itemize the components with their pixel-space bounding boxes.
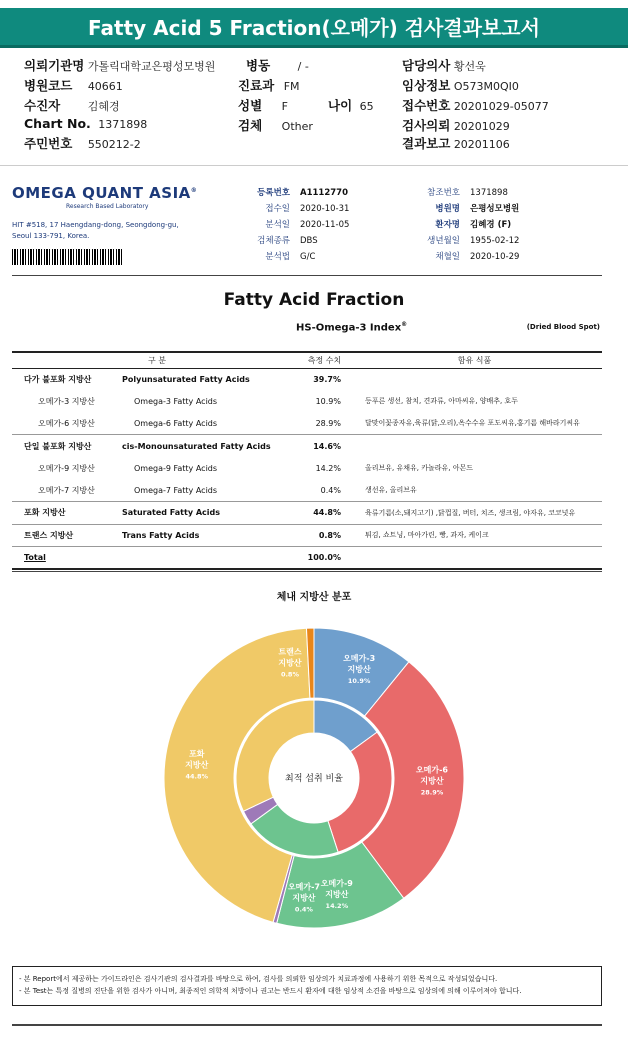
table-row: 포화 지방산 Saturated Fatty Acids 44.8% 육류기름(소,돼지고기) ,닭껍질, 버터, 치즈, 생크림, 야자유, 코코넛유 (12, 502, 602, 524)
header-clinical-info: 임상정보 O573M0QI0 (402, 78, 519, 93)
header-specimen: 검체 Other (238, 118, 313, 133)
disclaimer-notes (12, 966, 602, 1006)
sample-type: (Dried Blood Spot) (526, 323, 600, 331)
header-report-date: 결과보고 20201106 (402, 136, 510, 151)
section-subtitle: HS-Omega-3 Index® (296, 321, 408, 334)
table-row: 오메가-6 지방산 Omega-6 Fatty Acids 28.9% 달맞이꽃종자유,육류(닭,오리),옥수수유 포도씨유,홍기름 해바라기씨유 (38, 418, 580, 428)
table-row: 오메가-9 지방산 Omega-9 Fatty Acids 14.2% 올리브유, 유채유, 카놀라유, 아몬드 (38, 463, 474, 473)
slice-label: 오메가-3 (343, 653, 376, 663)
slice-label: 포화 (189, 749, 205, 759)
slice-label: 10.9% (347, 676, 371, 685)
header-divider (0, 165, 628, 166)
meta-left: 등록번호 A1112770 접수일 2020-10-31 분석일 2020-11-05 검체종류 DBS 분석법 G/C (257, 188, 350, 262)
header-request-date: 검사의뢰 20201029 (402, 118, 510, 133)
lab-logo: OMEGA QUANT ASIA® Research Based Laboratory (12, 184, 198, 210)
slice-label: 지방산 (325, 889, 349, 899)
slice-label: 44.8% (185, 772, 209, 781)
barcode (12, 249, 124, 265)
slice-label: 지방산 (292, 893, 316, 903)
header-chart-no: Chart No. 1371898 (24, 116, 148, 131)
header-department: 진료과 FM (238, 78, 300, 93)
chart-title: 체내 지방산 분포 (276, 592, 352, 603)
meta-right: 참조번호 1371898 병원명 은평성모병원 환자명 김혜경 (F) 생년월일 1955-02-12 채혈일 2020-10-29 (427, 188, 520, 262)
col-value: 측정 수치 (302, 352, 347, 368)
header-ward: 병동 / - (246, 58, 309, 73)
header-patient: 수진자 김혜경 (24, 98, 120, 113)
report-title: Fatty Acid 5 Fraction(오메가) 검사결과보고서 (0, 8, 628, 48)
header-receipt-no: 접수번호 20201029-05077 (402, 98, 549, 113)
slice-label: 0.8% (280, 670, 299, 679)
section-title: Fatty Acid Fraction (223, 290, 405, 310)
col-category: 구 분 (12, 352, 302, 368)
header-age: 나이 65 (328, 98, 374, 113)
header-sex: 성별 F (238, 98, 288, 113)
note-line: - 본 Report에서 제공하는 가이드라인은 검사기관의 검사결과를 바탕으로 하여, 검사를 의뢰한 임상의가 치료과정에 사용하기 위한 목적으로 작성되었습니다. (19, 975, 498, 983)
table-row: 오메가-7 지방산 Omega-7 Fatty Acids 0.4% 생선유, 올리브유 (38, 485, 417, 495)
footer-divider (12, 1024, 602, 1026)
lab-divider (12, 275, 602, 276)
slice-label: 오메가-7 (287, 882, 320, 892)
header-doctor: 담당의사 황선욱 (402, 58, 486, 73)
center-label: 최적 섭취 비율 (285, 774, 343, 784)
slice-label: 14.2% (325, 901, 349, 910)
slice-label: 0.4% (294, 905, 313, 914)
note-line: - 본 Test는 특정 질병의 진단을 위한 검사가 아니며, 최종적인 의학적 처방이나 권고는 반드시 환자에 대한 임상적 소견을 바탕으로 임상의에 의해 이루어져야 합니다. (19, 987, 522, 995)
table-row: 트랜스 지방산 Trans Fatty Acids 0.8% 튀김, 쇼트닝, 마아가린, 빵, 과자, 케이크 (12, 524, 602, 546)
slice-label: 오메가-9 (320, 878, 353, 888)
slice-label: 지방산 (185, 760, 209, 770)
slice-label: 지방산 (278, 658, 302, 668)
slice-label: 지방산 (420, 776, 444, 786)
header-resident-no: 주민번호 550212-2 (24, 136, 141, 151)
donut-chart (159, 623, 469, 943)
table-row-total: Total 100.0% (12, 546, 602, 568)
slice-label: 28.9% (420, 788, 444, 797)
lab-address: HIT #518, 17 Haengdang-dong, Seongdong-gu, Seoul 133-791, Korea. (12, 221, 179, 240)
slice-label: 오메가-6 (415, 765, 449, 775)
header-hospital-code: 병원코드 40661 (24, 78, 123, 93)
table-row: 오메가-3 지방산 Omega-3 Fatty Acids 10.9% 등푸른 생선, 참치, 견과류, 아마씨유, 양배추, 호두 (38, 396, 518, 406)
fatty-acid-table (12, 351, 602, 570)
table-row: 다가 불포화 지방산 Polyunsaturated Fatty Acids 39.7% (12, 368, 602, 390)
slice-label: 트랜스 (278, 647, 302, 657)
table-bottom-divider (12, 571, 602, 572)
table-row: 단일 불포화 지방산 cis-Monounsaturated Fatty Acids 14.6% (12, 435, 602, 457)
slice-label: 지방산 (347, 664, 371, 674)
header-client: 의뢰기관명 가톨릭대학교은평성모병원 (24, 58, 216, 73)
col-food: 함유 식품 (347, 352, 602, 368)
